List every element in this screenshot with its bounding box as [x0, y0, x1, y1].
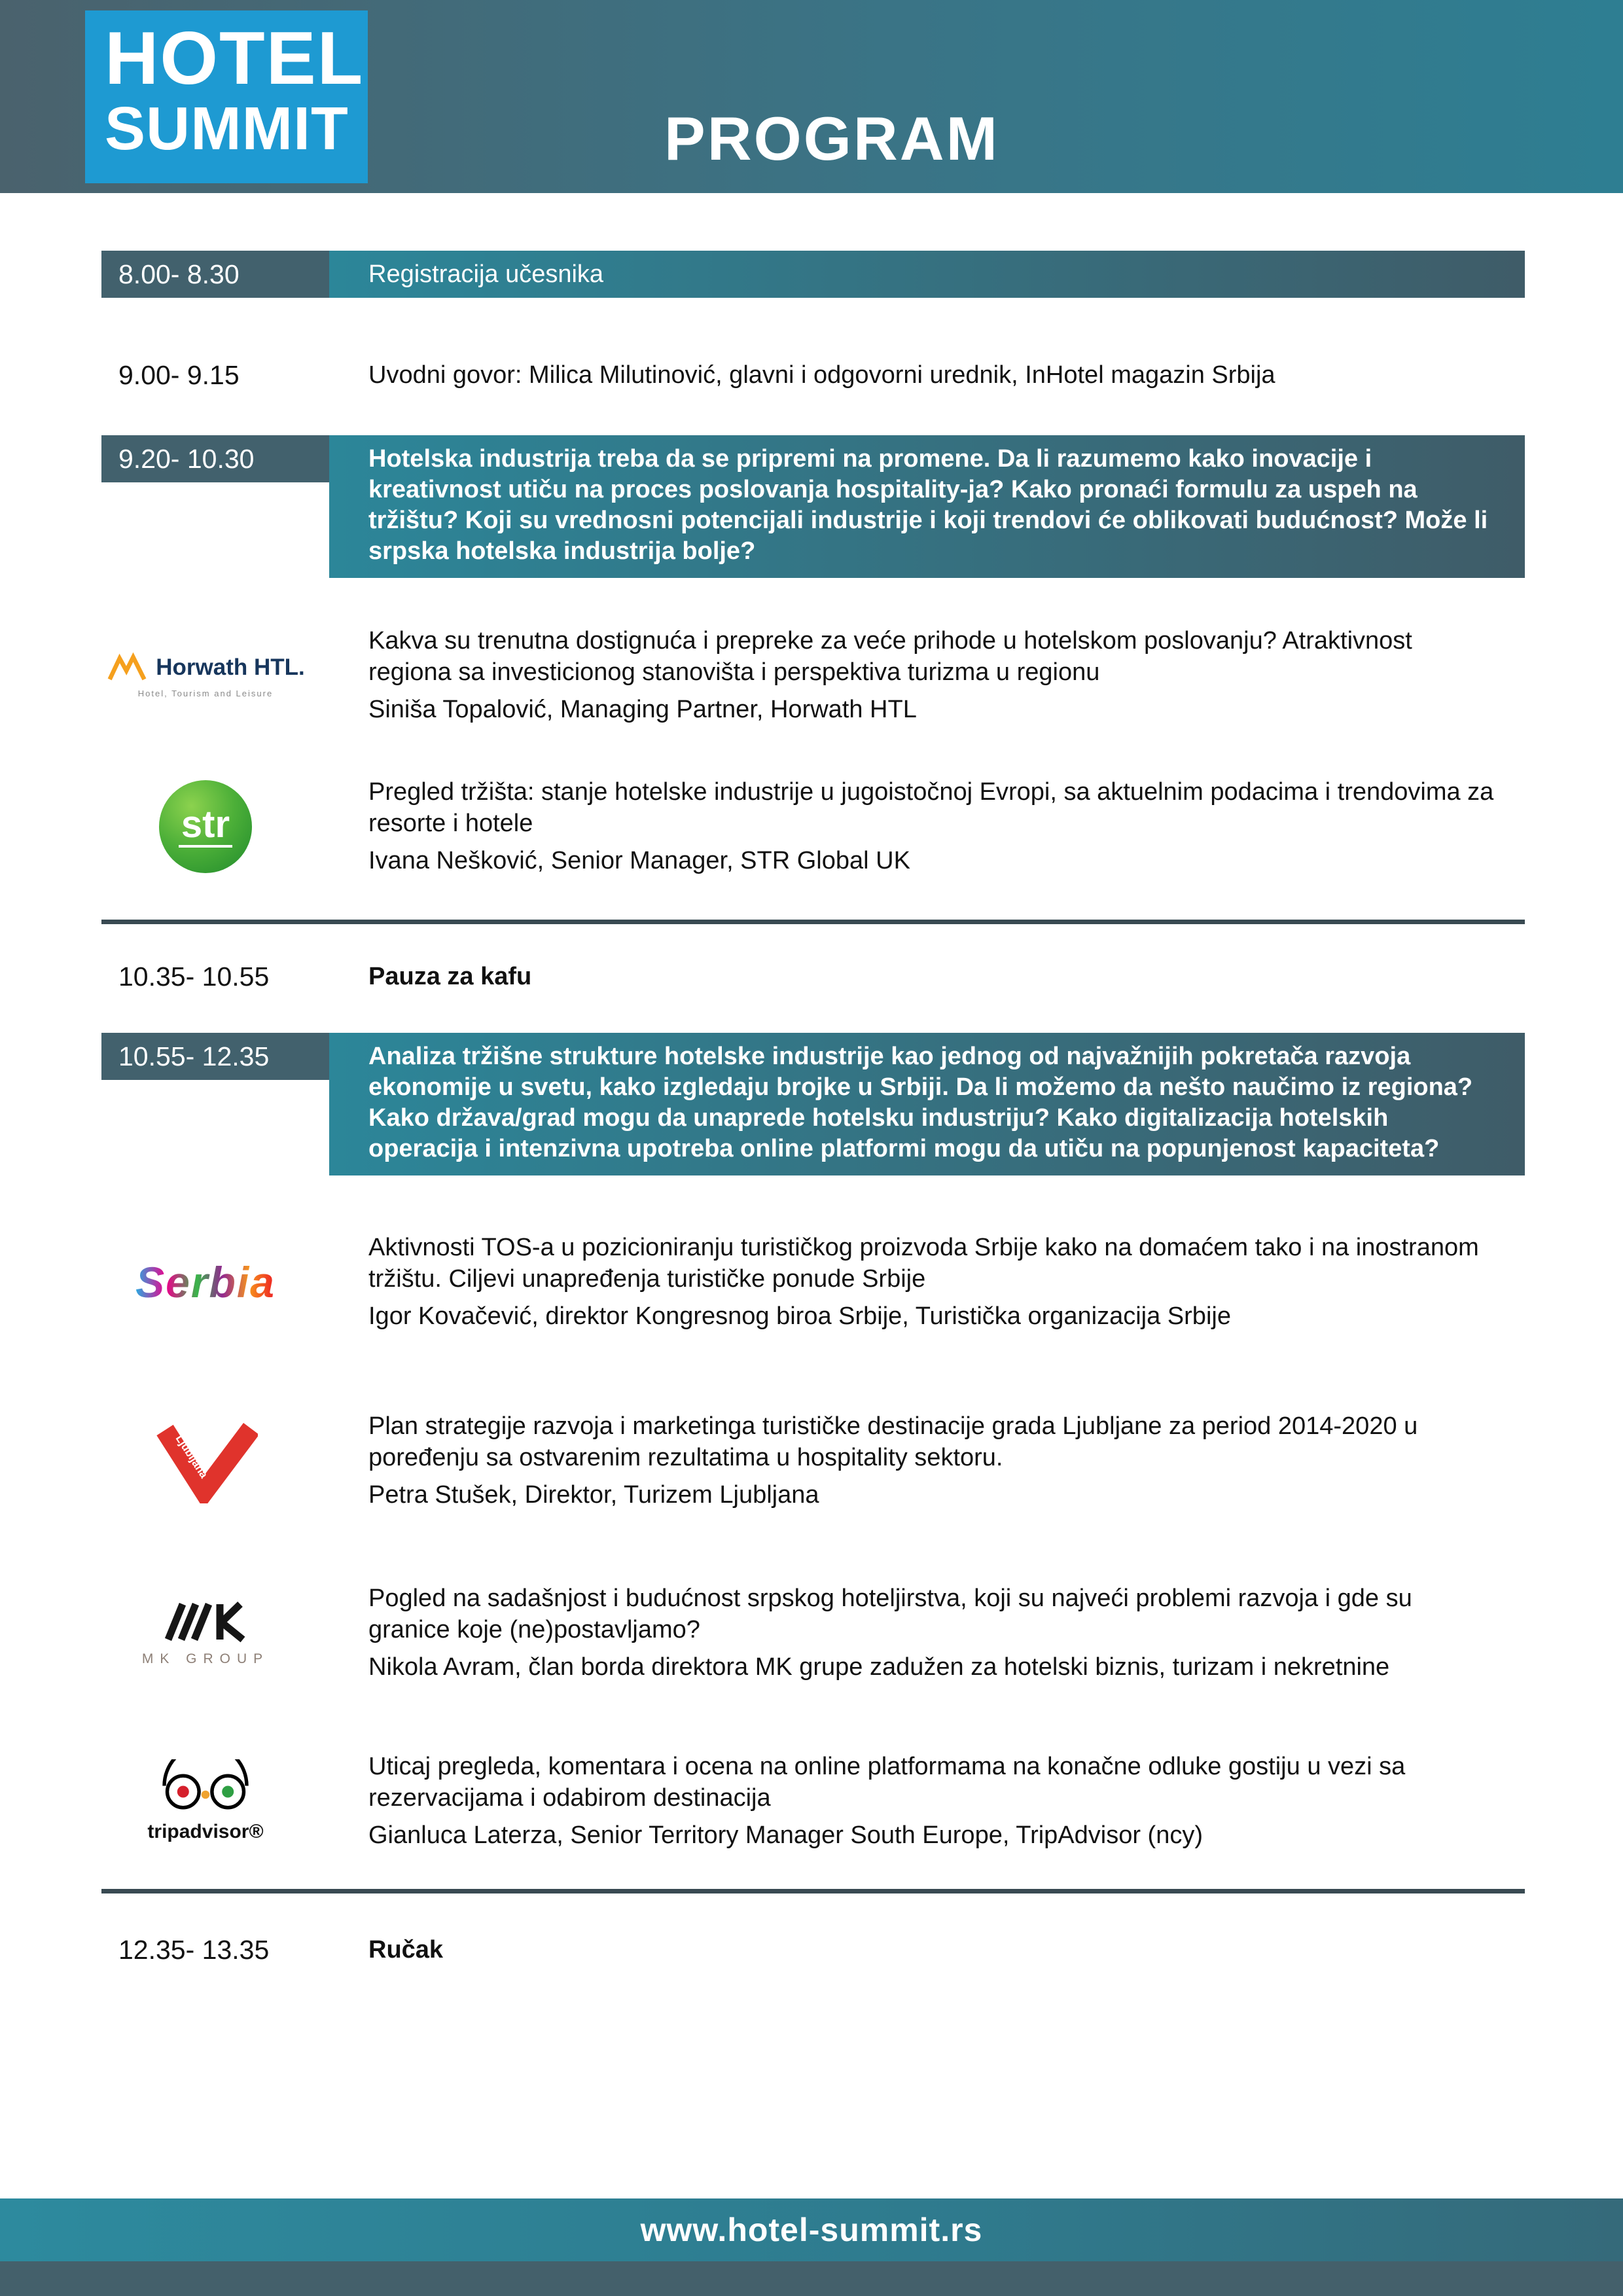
- tripadvisor-logo: [101, 1759, 329, 1843]
- row-registration: [101, 251, 1525, 298]
- session-str: [101, 776, 1525, 876]
- session-speaker: Petra Stušek, Direktor, Turizem Ljubljana: [368, 1481, 819, 1509]
- ljubljana-dragon-icon: [153, 1418, 258, 1503]
- morning-block-description: Hotelska industrija treba da se pripremi na promene. Da li razumemo kako inovacije i kreativnost utiču na proces poslovanja hospitality-ja? Kako pronaći formulu za uspeh na tržištu? Koji su vrednosni potencijali industrije i koji trendovi će oblikovati budućnost? Može li srpska hotelska industrija bolje?: [329, 435, 1525, 578]
- coffee-time: 10.35- 10.55: [118, 961, 270, 992]
- session-title: Kakva su trenutna dostignuća i prepreke za veće prihode u hotelskom poslovanju? Atraktivnost regiona sa investicionog stanovišta i perspektiva turizma u regionu: [368, 627, 1412, 686]
- session-serbia-tourism: [101, 1232, 1525, 1332]
- lunch-label: Ručak: [368, 1936, 444, 1964]
- lunch-time: 12.35- 13.35: [118, 1934, 270, 1965]
- header-band: [0, 0, 1623, 193]
- session-title: Uticaj pregleda, komentara i ocena na online platformama na konačne odluke gostiju u vezi sa rezervacijama i odabirom destinacija: [368, 1753, 1406, 1812]
- serbia-logo-text: Serbia: [135, 1257, 276, 1306]
- horwath-logo-tagline: Hotel, Tourism and Leisure: [137, 689, 274, 698]
- session-mk-group: [101, 1583, 1525, 1683]
- session-speaker: Ivana Nešković, Senior Manager, STR Global UK: [368, 847, 910, 874]
- section-divider: [101, 920, 1525, 924]
- row-opening: [101, 358, 1525, 392]
- row-afternoon-block: [101, 1033, 1525, 1175]
- mk-group-logo: [101, 1599, 329, 1667]
- serbia-tourism-logo: [101, 1257, 329, 1307]
- session-title: Plan strategije razvoja i marketinga turističke destinacije grada Ljubljane za period 2014-2020 u poređenju sa ostvarenim rezultatima u hospitality sektoru.: [368, 1412, 1418, 1471]
- str-logo: [101, 780, 329, 873]
- logo-word-summit: SUMMIT: [105, 94, 349, 162]
- coffee-label: Pauza za kafu: [368, 963, 532, 990]
- page-title: PROGRAM: [664, 104, 999, 173]
- registration-time: 8.00- 8.30: [101, 251, 329, 298]
- row-lunch: [101, 1933, 1525, 1967]
- session-speaker: Siniša Topalović, Managing Partner, Horwath HTL: [368, 696, 917, 723]
- session-title: Pogled na sadašnjost i budućnost srpskog hoteljirstva, koji su najveći problemi razvoja i gde su granice koje (ne)postavljamo?: [368, 1585, 1412, 1643]
- horwath-mark-icon: [106, 652, 149, 683]
- registration-label: Registracija učesnika: [329, 251, 1525, 298]
- section-divider: [101, 1889, 1525, 1893]
- opening-label: Uvodni govor: Milica Milutinović, glavni i odgovorni urednik, InHotel magazin Srbija: [368, 361, 1275, 389]
- session-speaker: Igor Kovačević, direktor Kongresnog biroa Srbije, Turistička organizacija Srbije: [368, 1302, 1231, 1330]
- schedule: [0, 193, 1623, 1967]
- session-speaker: Nikola Avram, član borda direktora MK grupe zadužen za hotelski biznis, turizam i nekretnine: [368, 1653, 1390, 1681]
- mk-mark-icon: [156, 1599, 255, 1645]
- opening-time: 9.00- 9.15: [118, 359, 240, 390]
- str-logo-text: str: [179, 806, 232, 848]
- hotel-summit-logo: [85, 10, 368, 183]
- session-speaker: Gianluca Laterza, Senior Territory Manager South Europe, TripAdvisor (ncy): [368, 1821, 1204, 1849]
- session-title: Aktivnosti TOS-a u pozicioniranju turističkog proizvoda Srbije kako na domaćem tako i na inostranom tržištu. Ciljevi unapređenja turističke ponude Srbije: [368, 1234, 1479, 1293]
- mk-group-label: MK GROUP: [141, 1651, 270, 1666]
- row-morning-block: [101, 435, 1525, 578]
- session-horwath: [101, 625, 1525, 725]
- afternoon-block-description: Analiza tržišne strukture hotelske industrije kao jednog od najvažnijih pokretača razvoja ekonomije u svetu, kako izgledaju brojke u Srbiji. Da li možemo da nešto naučimo iz regiona? Kako država/grad mogu da unaprede hotelsku industriju? Kako digitalizacija hotelskih operacija i intenzivna upotreba online platformi mogu da utiču na popunjenost kapaciteta?: [329, 1033, 1525, 1175]
- horwath-htl-logo: [101, 652, 329, 698]
- ljubljana-logo: [101, 1418, 329, 1503]
- session-title: Pregled tržišta: stanje hotelske industrije u jugoistočnoj Evropi, sa aktuelnim podacima i trendovima za resorte i hotele: [368, 778, 1494, 837]
- footer-dark-strip: [0, 2261, 1623, 2296]
- tripadvisor-logo-text: tripadvisor®: [147, 1820, 264, 1842]
- row-coffee-break: [101, 960, 1525, 994]
- logo-word-hotel: HOTEL: [105, 17, 365, 100]
- session-ljubljana: [101, 1410, 1525, 1511]
- str-ball-icon: [159, 780, 252, 873]
- afternoon-block-time: 10.55- 12.35: [101, 1033, 329, 1080]
- ljubljana-logo-text: Ljubljana: [173, 1432, 211, 1480]
- session-tripadvisor: [101, 1751, 1525, 1851]
- footer-band: [0, 2198, 1623, 2261]
- morning-block-time: 9.20- 10.30: [101, 435, 329, 482]
- horwath-logo-text: Horwath HTL.: [156, 655, 305, 680]
- tripadvisor-owl-icon: [150, 1759, 261, 1818]
- website-url: www.hotel-summit.rs: [640, 2212, 983, 2248]
